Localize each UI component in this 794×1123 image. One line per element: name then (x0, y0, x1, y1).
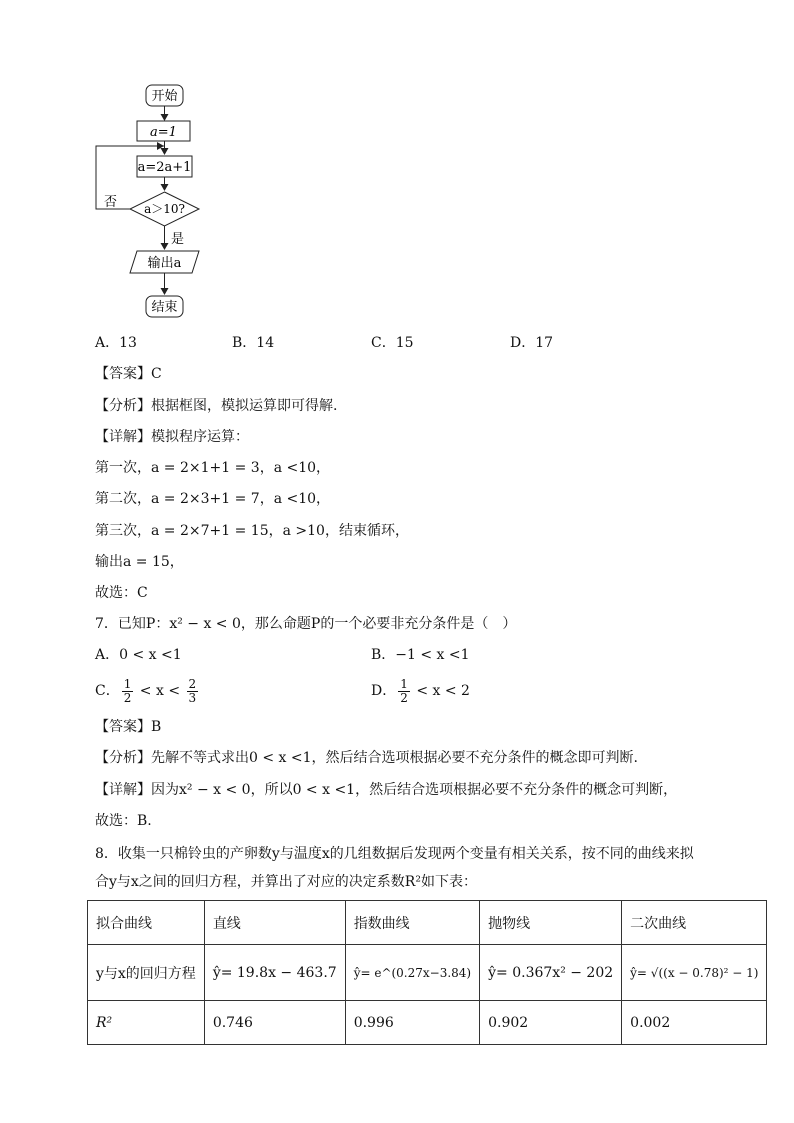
table-cell: 0.902 (480, 1001, 622, 1045)
fraction-denominator: 3 (188, 690, 197, 705)
table-header-cell: 拟合曲线 (88, 901, 205, 945)
answer-value: C (151, 366, 162, 382)
fraction-denominator: 2 (400, 690, 408, 705)
q7-option-c-label: C． (95, 683, 120, 699)
table-header-cell: 二次曲线 (622, 901, 767, 945)
q7-answer (95, 717, 161, 737)
regression-table (87, 900, 767, 1045)
table-cell: y与x的回归方程 (88, 945, 205, 1001)
table-header-cell: 直线 (204, 901, 345, 945)
start-label: 开始 (151, 89, 178, 104)
q7-option-d (371, 676, 470, 706)
q7-stem: 7．已知P：x² − x < 0，那么命题P的一个必要非充分条件是（ ） (95, 616, 517, 632)
fraction (187, 678, 199, 705)
analysis-text: 根据框图，模拟运算即可得解. (151, 398, 338, 414)
yes-label: 是 (171, 232, 185, 247)
q7-detail (95, 780, 677, 800)
detail-tag: 【详解】 (95, 782, 151, 798)
analysis-text: 先解不等式求出0 < x <1，然后结合选项根据必要不充分条件的概念即可判断. (151, 750, 638, 766)
table-cell: ŷ= √((x − 0.78)² − 1) (622, 945, 767, 1001)
table-cell: 0.746 (204, 1001, 345, 1045)
q6-detail (95, 427, 249, 447)
fraction-numerator: 1 (123, 676, 132, 691)
q6-step-4: 输出a = 15， (95, 554, 184, 570)
q6-option-b: B．14 (232, 335, 275, 351)
q6-step-3: 第三次，a = 2×7+1 = 15，a >10，结束循环， (95, 523, 409, 539)
fraction-numerator: 1 (400, 676, 408, 691)
q7-option-a: A．0 < x <1 (95, 647, 182, 663)
q8-stem-line-1: 8．收集一只棉铃虫的产卵数y与温度x的几组数据后发现两个变量有相关关系，按不同的曲线来拟 (95, 846, 694, 862)
analysis-tag: 【分析】 (95, 398, 151, 414)
detail-text: 因为x² − x < 0，所以0 < x <1，然后结合选项根据必要不充分条件的概念可判断， (151, 782, 678, 798)
q6-option-a: A．13 (95, 335, 137, 351)
table-header-cell: 抛物线 (480, 901, 622, 945)
table-cell: R² (88, 1001, 205, 1045)
answer-value: B (151, 719, 162, 735)
fraction (398, 678, 410, 705)
q6-step-5: 故选：C (95, 585, 148, 601)
q7-option-c-mid: < x < (135, 683, 185, 699)
init-label: a=1 (150, 125, 177, 140)
answer-tag: 【答案】 (95, 719, 151, 735)
output-label: 输出a (147, 256, 182, 271)
q6-answer (95, 364, 162, 384)
q6-step-2: 第二次，a = 2×3+1 = 7，a <10， (95, 491, 331, 507)
q6-analysis (95, 396, 337, 416)
table-row (88, 945, 767, 1001)
update-label: a=2a+1 (137, 160, 192, 175)
fraction-numerator: 2 (188, 676, 197, 691)
q7-conclusion: 故选：B. (95, 813, 152, 829)
table-cell: ŷ= e^(0.27x−3.84) (345, 945, 479, 1001)
table-header-cell: 指数曲线 (345, 901, 479, 945)
fraction-denominator: 2 (123, 690, 132, 705)
table-header-row (88, 901, 767, 945)
end-label: 结束 (151, 300, 178, 315)
q6-option-c: C．15 (371, 335, 414, 351)
no-label: 否 (104, 195, 118, 210)
q7-option-d-tail: < x < 2 (411, 683, 470, 699)
table-cell: ŷ= 0.367x² − 202 (480, 945, 622, 1001)
q7-analysis (95, 748, 638, 768)
q7-option-b: B．−1 < x <1 (371, 647, 470, 663)
flowchart (0, 0, 260, 330)
q8-stem-line-2: 合y与x之间的回归方程，并算出了对应的决定系数R²如下表： (95, 874, 477, 890)
fraction (122, 678, 134, 705)
table-cell: ŷ= 19.8x − 463.7 (204, 945, 345, 1001)
table-cell: 0.996 (345, 1001, 479, 1045)
answer-tag: 【答案】 (95, 366, 151, 382)
detail-text: 模拟程序运算： (151, 429, 249, 445)
table-row (88, 1001, 767, 1045)
detail-tag: 【详解】 (95, 429, 151, 445)
q7-option-c (95, 676, 200, 706)
condition-label: a＞10? (144, 202, 185, 216)
table-cell: 0.002 (622, 1001, 767, 1045)
analysis-tag: 【分析】 (95, 750, 151, 766)
q6-step-1: 第一次，a = 2×1+1 = 3，a <10， (95, 460, 331, 476)
q6-option-d: D．17 (510, 335, 554, 351)
q7-option-d-label: D． (371, 683, 397, 699)
